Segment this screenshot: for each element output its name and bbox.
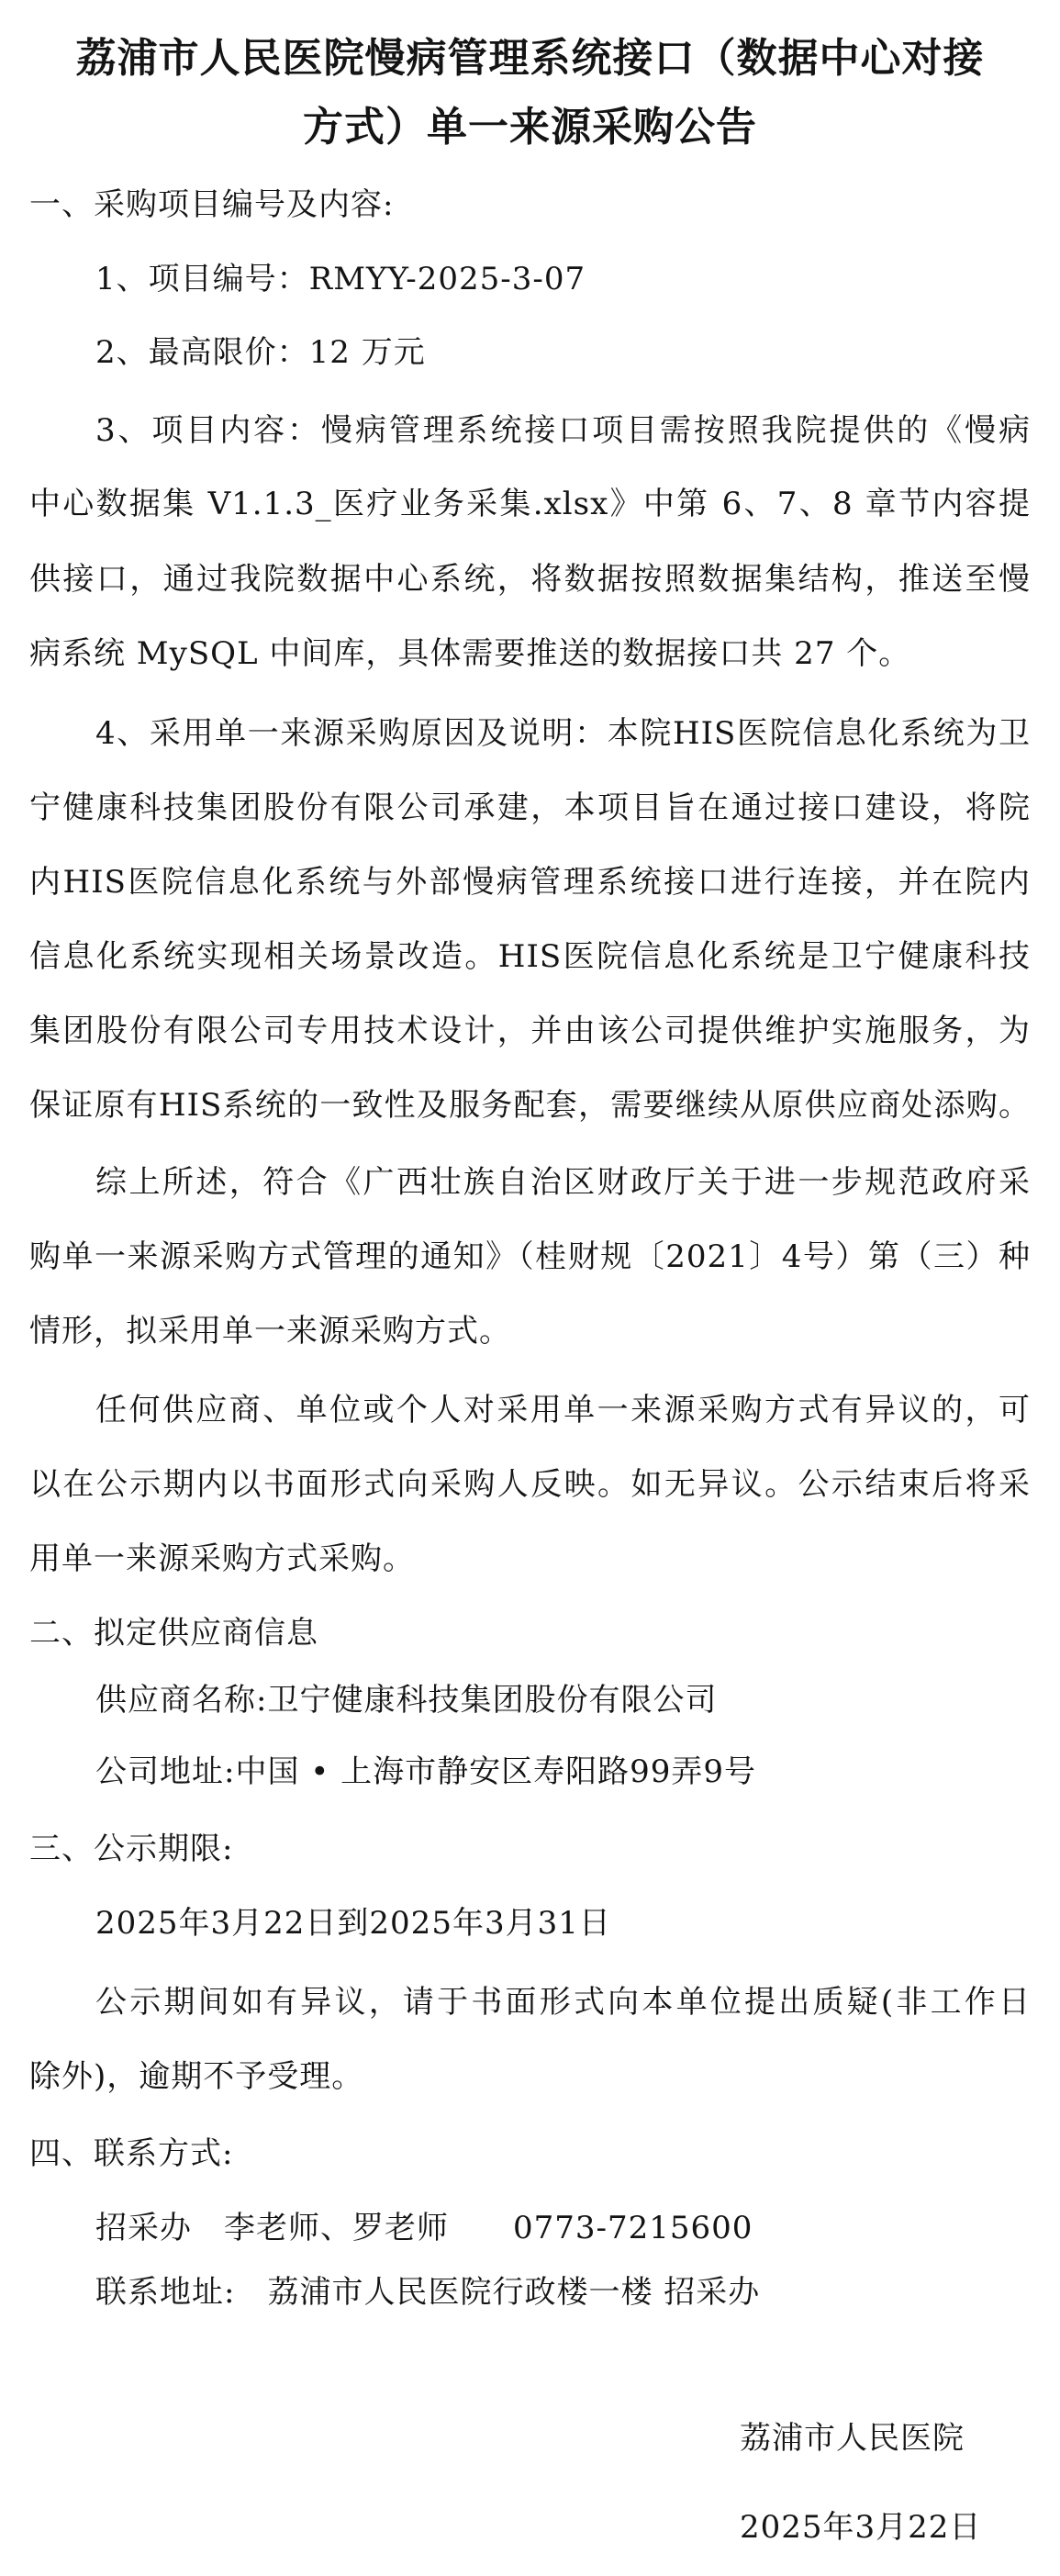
project-content-line-3: 供接口，通过我院数据中心系统，将数据按照数据集结构，推送至慢 <box>29 561 1031 598</box>
max-price: 2、最高限价：12 万元 <box>95 334 426 371</box>
project-content-line-1: 3、项目内容：慢病管理系统接口项目需按照我院提供的《慢病 <box>95 412 1031 449</box>
notice-note-line-2: 除外)，逾期不予受理。 <box>29 2058 364 2095</box>
objection-line-2: 以在公示期内以书面形式向采购人反映。如无异议。公示结束后将采 <box>29 1466 1031 1503</box>
project-number: 1、项目编号：RMYY-2025-3-07 <box>95 261 586 297</box>
reason-line-1: 4、采用单一来源采购原因及说明：本院HIS医院信息化系统为卫 <box>95 715 1031 752</box>
summary-line-2: 购单一来源采购方式管理的通知》（桂财规〔2021〕4号）第（三）种 <box>29 1238 1031 1275</box>
reason-line-6: 保证原有HIS系统的一致性及服务配套，需要继续从原供应商处添购。 <box>29 1087 1031 1124</box>
section1-heading: 一、采购项目编号及内容: <box>29 186 395 223</box>
reason-line-5: 集团股份有限公司专用技术设计，并由该公司提供维护实施服务，为 <box>29 1013 1031 1049</box>
section2-heading: 二、拟定供应商信息 <box>29 1615 318 1652</box>
reason-line-2: 宁健康科技集团股份有限公司承建，本项目旨在通过接口建设，将院 <box>29 790 1031 826</box>
reason-line-4: 信息化系统实现相关场景改造。HIS医院信息化系统是卫宁健康科技 <box>29 938 1031 975</box>
supplier-name: 供应商名称:卫宁健康科技集团股份有限公司 <box>95 1682 718 1719</box>
supplier-address: 公司地址:中国 • 上海市静安区寿阳路99弄9号 <box>95 1753 757 1790</box>
notice-note-line-1: 公示期间如有异议，请于书面形式向本单位提出质疑(非工作日 <box>95 1984 1031 2021</box>
signature-date: 2025年3月22日 <box>740 2509 982 2546</box>
summary-line-1: 综上所述，符合《广西壮族自治区财政厅关于进一步规范政府采 <box>95 1164 1031 1201</box>
summary-line-3: 情形，拟采用单一来源采购方式。 <box>29 1313 511 1350</box>
project-content-line-4: 病系统 MySQL 中间库，具体需要推送的数据接口共 27 个。 <box>29 635 911 672</box>
contact-address: 联系地址: 荔浦市人民医院行政楼一楼 招采办 <box>95 2274 761 2311</box>
objection-line-1: 任何供应商、单位或个人对采用单一来源采购方式有异议的，可 <box>95 1392 1031 1428</box>
signature-org: 荔浦市人民医院 <box>740 2420 965 2457</box>
objection-line-3: 用单一来源采购方式采购。 <box>29 1540 415 1577</box>
notice-period: 2025年3月22日到2025年3月31日 <box>95 1905 611 1942</box>
contact-info: 招采办 李老师、罗老师 0773-7215600 <box>95 2210 753 2246</box>
section3-heading: 三、公示期限: <box>29 1831 234 1867</box>
page-title-line-1: 荔浦市人民医院慢病管理系统接口（数据中心对接 <box>75 35 985 82</box>
reason-line-3: 内HIS医院信息化系统与外部慢病管理系统接口进行连接，并在院内 <box>29 864 1031 901</box>
section4-heading: 四、联系方式: <box>29 2135 234 2172</box>
project-content-line-2: 中心数据集 V1.1.3_医疗业务采集.xlsx》中第 6、7、8 章节内容提 <box>29 486 1031 522</box>
page-title-line-2: 方式）单一来源采购公告 <box>303 104 757 151</box>
